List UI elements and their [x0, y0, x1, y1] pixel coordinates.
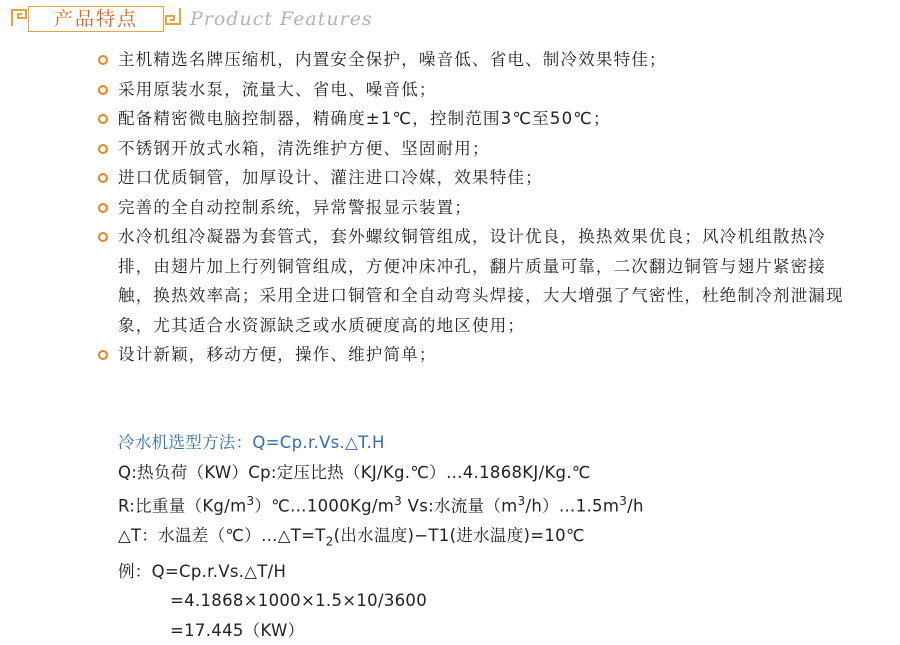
feature-item	[96, 163, 856, 193]
feature-text: 不锈钢开放式水箱，清洗维护方便、坚固耐用；	[118, 138, 490, 158]
section-title: 产品特点	[53, 8, 138, 30]
feature-text: 主机精选名牌压缩机，内置安全保护，噪音低、省电、制冷效果特佳；	[118, 50, 667, 69]
section-subtitle: Product Features	[190, 8, 373, 30]
formula-r-definition	[118, 487, 838, 521]
feature-text: 进口优质铜管，加厚设计、灌注进口冷媒，效果特佳；	[118, 168, 543, 187]
superscript: 3	[517, 494, 526, 508]
title-box	[28, 6, 164, 32]
formula-example: 例：Q=Cp.r.Vs.△T/H	[118, 561, 287, 581]
bullet-icon	[98, 232, 108, 242]
subscript: 2	[325, 534, 334, 549]
formula-q-definition: Q:热负荷（KW）Cp:定压比热（KJ/Kg.℃）…4.1868KJ/Kg.℃	[118, 462, 591, 482]
formula-calculation-1: =4.1868×1000×1.5×10/3600	[170, 591, 428, 611]
bullet-icon	[98, 173, 108, 183]
feature-text: 采用原装水泵，流量大、省电、噪音低；	[118, 79, 437, 99]
bullet-icon	[98, 85, 108, 95]
feature-text: 设计新颖，移动方便，操作、维护简单；	[118, 345, 437, 364]
dt-def-part: △T：水温差（℃）…△T=T	[118, 526, 326, 545]
feature-item	[96, 222, 856, 340]
formula-title: 冷水机选型方法：Q=Cp.r.Vs.△T.H	[118, 433, 385, 452]
r-def-part: /h	[627, 496, 644, 516]
feature-item	[96, 340, 856, 370]
feature-text: 完善的全自动控制系统，异常警报显示装置；	[118, 197, 472, 217]
r-def-part: R:比重量（Kg/m	[118, 496, 247, 516]
feature-item	[96, 193, 856, 223]
formula-calculation-2: =17.445（KW）	[170, 620, 305, 640]
superscript: 3	[394, 494, 403, 508]
corner-ornament-right-icon	[160, 4, 184, 30]
dt-def-part: (出水温度)−T1(进水温度)=10℃	[333, 526, 585, 545]
selection-formula	[118, 428, 838, 645]
bullet-icon	[98, 55, 108, 65]
section-header	[0, 0, 900, 40]
feature-list	[96, 45, 856, 370]
formula-dt-definition	[118, 521, 838, 557]
bullet-icon	[98, 350, 108, 360]
feature-text: 配备精密微电脑控制器，精确度±1℃，控制范围3℃至50℃；	[118, 109, 611, 128]
superscript: 3	[619, 494, 628, 508]
r-def-part: ）℃…1000Kg/m	[254, 496, 395, 516]
feature-item	[96, 134, 856, 164]
feature-text: 水冷机组冷凝器为套管式，套外螺纹铜管组成，设计优良，换热效果优良；风冷机组散热冷排，由翅片加上行列铜管组成，方便冲床冲孔，翻片质量可靠，二次翻边铜管与翅片紧密接触，换热效率高；采用全进口铜管和全自动弯头焊接，大大增强了气密性，杜绝制冷剂泄漏现象，尤其适合水资源缺乏或水质硬度高的地区使用；	[118, 227, 844, 335]
bullet-icon	[98, 114, 108, 124]
feature-item	[96, 45, 856, 75]
r-def-part: /h）…1.5m	[525, 496, 620, 516]
feature-item	[96, 104, 856, 134]
bullet-icon	[98, 144, 108, 154]
feature-item	[96, 75, 856, 105]
bullet-icon	[98, 203, 108, 213]
superscript: 3	[246, 494, 255, 508]
r-def-part: Vs:水流量（m	[402, 496, 518, 516]
